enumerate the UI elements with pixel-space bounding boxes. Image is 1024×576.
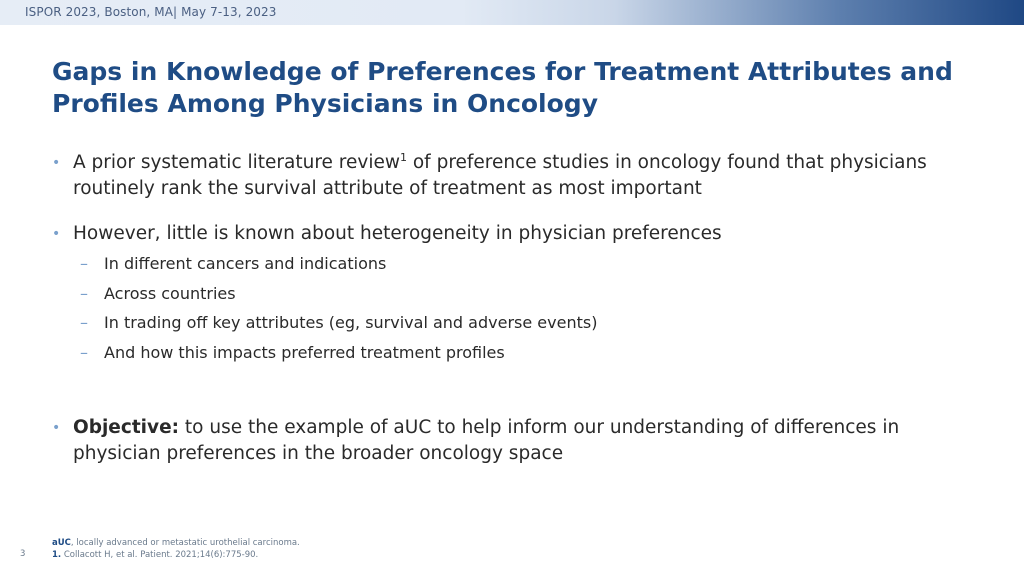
- objective-label: Objective:: [73, 417, 180, 438]
- citation-superscript: 1: [399, 150, 407, 164]
- objective-text: to use the example of aUC to help inform our understanding of differences in physician preferences in the broader oncology space: [73, 417, 900, 464]
- dash-marker: –: [80, 284, 88, 303]
- slide-title-line-1: Gaps in Knowledge of Preferences for Treatment Attributes and: [52, 57, 953, 86]
- bullet-objective: [52, 415, 972, 467]
- sub-bullet-countries: [80, 283, 960, 305]
- dash-marker: –: [80, 313, 88, 332]
- slide-title: [52, 56, 992, 120]
- sub-bullet-cancers: [80, 253, 960, 275]
- dash-marker: –: [80, 343, 88, 362]
- bullet-text: However, little is known about heterogeneity in physician preferences: [73, 223, 722, 244]
- slide-title-line-2: Profiles Among Physicians in Oncology: [52, 89, 598, 118]
- sub-bullet-text: In trading off key attributes (eg, survival and adverse events): [104, 313, 598, 332]
- bullet-text: A prior systematic literature review: [73, 152, 400, 173]
- reference-number: 1.: [52, 550, 62, 560]
- header-bar: [0, 0, 1024, 25]
- page-number: 3: [20, 549, 26, 559]
- footnote-abbreviation: [52, 537, 300, 549]
- reference-text: Collacott H, et al. Patient. 2021;14(6):775-90.: [61, 550, 259, 560]
- abbreviation-definition: , locally advanced or metastatic urothelial carcinoma.: [70, 538, 300, 548]
- sub-bullet-text: Across countries: [104, 284, 236, 303]
- bullet-marker: •: [52, 420, 61, 436]
- bullet-prior-review: [52, 150, 972, 202]
- dash-marker: –: [80, 254, 88, 273]
- bullet-marker: •: [52, 226, 61, 242]
- sub-bullet-tradeoffs: [80, 312, 960, 334]
- bullet-text-continued: of preference studies in oncology found that physicians routinely rank the survival attribute of treatment as most important: [73, 152, 927, 199]
- sub-bullet-text: In different cancers and indications: [104, 254, 387, 273]
- conference-label: ISPOR 2023, Boston, MA| May 7-13, 2023: [25, 5, 277, 19]
- sub-bullet-text: And how this impacts preferred treatment profiles: [104, 343, 505, 362]
- footnote-reference: [52, 549, 258, 561]
- sub-bullet-profiles: [80, 342, 960, 364]
- bullet-marker: •: [52, 155, 61, 171]
- bullet-heterogeneity: [52, 221, 972, 247]
- abbreviation-term: aUC: [52, 538, 71, 548]
